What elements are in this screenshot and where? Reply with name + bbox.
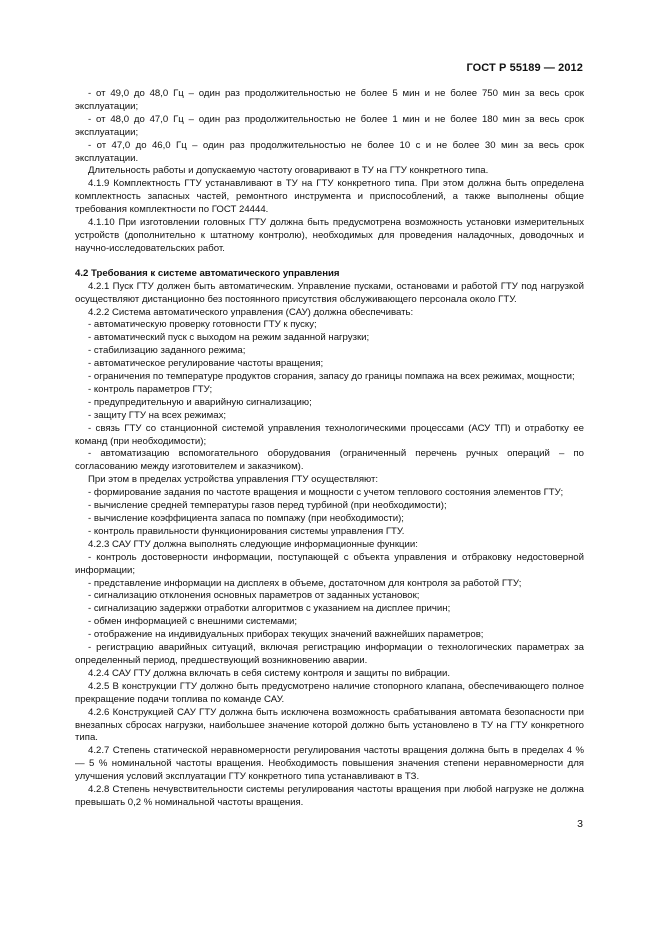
clause-4-2-4: 4.2.4 САУ ГТУ должна включать в себя систему контроля и защиты по вибрации. <box>88 667 451 679</box>
body-text <box>75 88 584 810</box>
clause-4-1-10: 4.1.10 При изготовлении головных ГТУ должна быть предусмотрена возможность установки измерительных устройств (дополнительно к штатному контролю), необходимых для проведения наладочных, доводочных и научно-исследовательских работ. <box>75 217 584 254</box>
list-item: - от 48,0 до 47,0 Гц – один раз продолжительностью не более 1 мин и не более 180 мин за весь срок эксплуатации; <box>75 113 584 138</box>
standard-number: ГОСТ Р 55189 — 2012 <box>466 62 583 74</box>
section-heading: 4.2 Требования к системе автоматического управления <box>75 267 340 279</box>
list-item: - формирование задания по частоте вращения и мощности с учетом теплового состояния элементов ГТУ; <box>88 487 564 499</box>
list-item: - автоматическую проверку готовности ГТУ к пуску; <box>88 319 317 331</box>
clause-4-2-7: 4.2.7 Степень статической неравномерности регулирования частоты вращения должна быть в пределах 4 %— 5 % номинальной частоты вращения. Необходимость повышения значения степени неравномерности для улучшения условий эксплуатации ГТУ конкретного типа устанавливают в ТЗ. <box>75 745 584 783</box>
paragraph: При этом в пределах устройства управления ГТУ осуществляют: <box>88 474 379 486</box>
clause-4-2-6: 4.2.6 Конструкцией САУ ГТУ должна быть исключена возможность срабатывания автомата безопасности при внезапных сбросах нагрузки, наибольшее значение которой должно быть установлено в ТУ на ГТУ конкретного типа. <box>75 706 584 744</box>
list-item: - контроль достоверности информации, поступающей с объекта управления и отбраковку недостоверной информации; <box>75 551 584 576</box>
list-item: - вычисление коэффициента запаса по помпажу (при необходимости); <box>88 513 404 524</box>
page-number: 3 <box>577 818 583 830</box>
list-item: - ограничения по температуре продуктов сгорания, запасу до границы помпажа на всех режимах, мощности; <box>88 371 575 383</box>
list-item: - контроль правильности функционирования системы управления ГТУ. <box>88 525 405 537</box>
list-item: - сигнализацию задержки отработки алгоритмов с указанием на дисплее причин; <box>88 603 451 615</box>
list-item: - вычисление средней температуры газов перед турбиной (при необходимости); <box>88 500 447 512</box>
list-item: - обмен информацией с внешними системами; <box>88 616 298 628</box>
list-item: - стабилизацию заданного режима; <box>88 345 246 357</box>
clause-4-2-2: 4.2.2 Система автоматического управления (САУ) должна обеспечивать: <box>88 306 414 318</box>
list-item: - автоматический пуск с выходом на режим заданной нагрузки; <box>88 332 370 344</box>
list-item: - отображение на индивидуальных приборах текущих значений важнейших параметров; <box>88 629 484 641</box>
clause-4-2-8: 4.2.8 Степень нечувствительности системы регулирования частоты вращения при любой нагрузке не должна превышать 0,2 % номинальной частоты вращения. <box>75 784 584 808</box>
list-item: - от 49,0 до 48,0 Гц – один раз продолжительностью не более 5 мин и не более 750 мин за весь срок эксплуатации; <box>75 88 584 112</box>
list-item: - сигнализацию отклонения основных параметров от заданных установок; <box>88 590 420 602</box>
clause-4-2-1: 4.2.1 Пуск ГТУ должен быть автоматическим. Управление пусками, остановами и работой ГТУ под нагрузкой осуществляют дистанционно без постоянного присутствия обслуживающего персонала около ГТУ. <box>75 280 584 305</box>
list-item: - контроль параметров ГТУ; <box>88 383 213 395</box>
list-item: - регистрацию аварийных ситуаций, включая регистрацию информации о технологических параметрах за определенный период, предшествующий возникновению аварии. <box>75 642 584 666</box>
paragraph: Длительность работы и допускаемую частоту оговаривают в ТУ на ГТУ конкретного типа. <box>88 165 489 177</box>
clause-4-2-5: 4.2.5 В конструкции ГТУ должно быть предусмотрено наличие стопорного клапана, обеспечивающего полное прекращение подачи топлива по команде САУ. <box>75 680 584 705</box>
list-item: - от 47,0 до 46,0 Гц – один раз продолжительностью не более 10 с и не более 30 мин за весь срок эксплуатации. <box>75 139 584 164</box>
clause-4-1-9: 4.1.9 Комплектность ГТУ устанавливают в ТУ на ГТУ конкретного типа. При этом должна быть определена комплектность запасных частей, ремонтного инструмента и приспособлений, а также выполнены общие требования комплектности по ГОСТ 24444. <box>75 178 584 216</box>
list-item: - защиту ГТУ на всех режимах; <box>88 409 227 421</box>
list-item: - представление информации на дисплеях в объеме, достаточном для контроля за работой ГТУ; <box>88 577 522 589</box>
list-item: - связь ГТУ со станционной системой управления технологическими процессами (АСУ ТП) и отработку ее команд (при необходимости); <box>75 422 584 447</box>
list-item: - предупредительную и аварийную сигнализацию; <box>88 396 312 408</box>
list-item: - автоматизацию вспомогательного оборудования (ограниченный перечень ручных операций – по согласованию между изготовителем и заказчиком). <box>75 448 584 473</box>
clause-4-2-3: 4.2.3 САУ ГТУ должна выполнять следующие информационные функции: <box>88 538 418 550</box>
list-item: - автоматическое регулирование частоты вращения; <box>88 358 324 370</box>
